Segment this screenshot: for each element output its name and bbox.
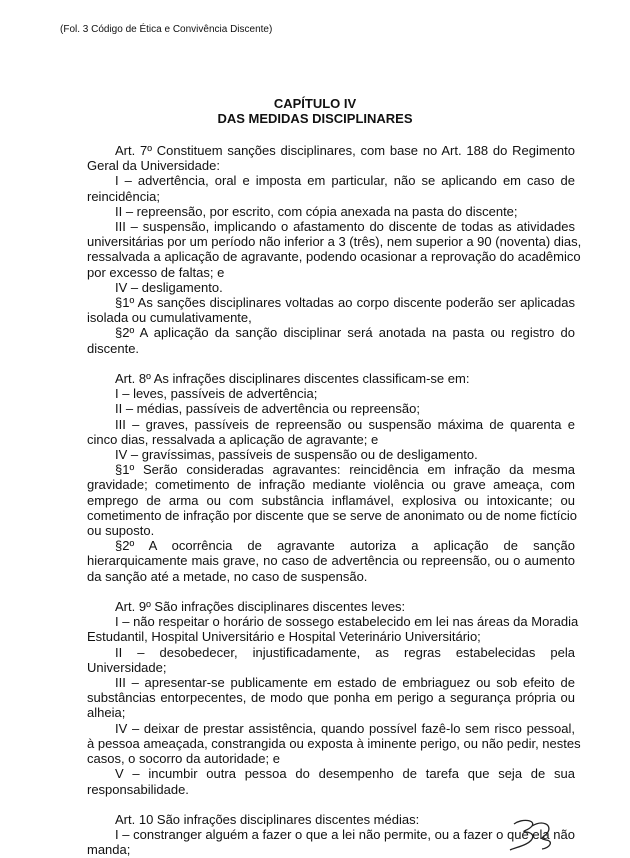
article-section [87, 599, 581, 797]
paragraph [87, 812, 575, 827]
article-section [87, 143, 582, 356]
text-line: responsabilidade. [87, 781, 189, 797]
paragraph [87, 447, 575, 462]
article-section [87, 371, 575, 584]
paragraph [87, 538, 575, 584]
text-line: III – graves, passíveis de repreensão ou suspensão máxima de quarenta e [115, 416, 575, 432]
text-line: Estudantil, Hospital Universitário e Hospital Veterinário Universitário; [87, 629, 481, 645]
text-line: Art. 7º Constituem sanções disciplinares, com base no Art. 188 do Regimento [115, 143, 575, 158]
text-line: III – suspensão, implicando o afastamento do discente de todas as atividades [115, 219, 575, 235]
text-line: II – desobedecer, injustificadamente, as regras estabelecidas pela [115, 644, 575, 660]
text-line: isolada ou cumulativamente, [87, 310, 252, 326]
paragraph [87, 675, 575, 721]
text-line: Universidade; [87, 659, 167, 675]
document-body [87, 143, 582, 858]
text-line: I – leves, passíveis de advertência; [115, 386, 318, 402]
article-section [87, 812, 575, 858]
text-line: Geral da Universidade: [87, 158, 220, 174]
text-line: à pessoa ameaçada, constrangida ou exposta à iminente perigo, ou não pedir, nestes [87, 735, 581, 751]
text-line: §2º A ocorrência de agravante autoriza a aplicação de sanção [115, 538, 575, 554]
text-line: Art. 9º São infrações disciplinares discentes leves: [115, 599, 406, 615]
paragraph [87, 645, 575, 675]
paragraph [87, 599, 575, 614]
page-header: (Fol. 3 Código de Ética e Convivência Discente) [60, 24, 273, 35]
chapter-name: DAS MEDIDAS DISCIPLINARES [217, 111, 413, 127]
paragraph [87, 219, 582, 280]
text-line: cinco dias, ressalvada a aplicação de agravante; e [87, 431, 379, 447]
text-line: II – repreensão, por escrito, com cópia anexada na pasta do discente; [115, 203, 518, 219]
text-line: cometimento de infração por discente que se serve de anonimato ou de nome fictício [87, 507, 577, 523]
paragraph [87, 766, 575, 796]
text-line: universitárias por um período não inferior a 3 (três), nem superior a 90 (noventa) dias, [87, 234, 582, 250]
paragraph [87, 204, 575, 219]
section-gap [87, 584, 575, 599]
paragraph [87, 401, 575, 416]
text-line: gravidade; cometimento de infração mediante violência ou grave ameaça, com [87, 477, 575, 493]
paragraph [87, 280, 575, 295]
paragraph [87, 417, 575, 447]
paragraph [87, 614, 579, 645]
paragraph [87, 827, 575, 857]
text-line: ressalvada a aplicação de agravante, podendo ocasionar a reprovação do acadêmico [87, 249, 581, 265]
paragraph [87, 371, 575, 386]
text-line: II – médias, passíveis de advertência ou repreensão; [115, 401, 420, 417]
paragraph [87, 720, 581, 767]
text-line: V – incumbir outra pessoa do desempenho de tarefa que seja de sua [115, 766, 575, 782]
text-line: I – constranger alguém a fazer o que a lei não permite, ou a fazer o que ela não [115, 827, 575, 843]
text-line: da sanção até a metade, no caso de suspensão. [87, 568, 368, 584]
text-line: III – apresentar-se publicamente em estado de embriaguez ou sob efeito de [115, 675, 575, 691]
text-line: IV – gravíssimas, passíveis de suspensão ou de desligamento. [115, 447, 478, 463]
section-gap [87, 356, 575, 371]
text-line: por excesso de faltas; e [87, 264, 225, 280]
paragraph [87, 386, 575, 401]
text-line: I – advertência, oral e imposta em particular, não se aplicando em caso de [115, 173, 575, 189]
text-line: §2º A aplicação da sanção disciplinar será anotada na pasta ou registro do [115, 325, 575, 341]
text-line: substâncias entorpecentes, de modo que ponha em perigo a segurança própria ou [87, 690, 575, 706]
text-line: alheia; [87, 705, 126, 721]
paragraph [87, 173, 575, 203]
text-line: §1º As sanções disciplinares voltadas ao corpo discente poderão ser aplicadas [115, 295, 575, 311]
text-line: emprego de arma ou com substância inflamável, explosiva ou intoxicante; ou [87, 492, 575, 508]
paragraph [87, 143, 575, 173]
text-line: IV – deixar de prestar assistência, quando possível fazê-lo sem risco pessoal, [115, 720, 575, 736]
paragraph [87, 325, 575, 355]
text-line: Art. 8º As infrações disciplinares discentes classificam-se em: [115, 371, 470, 387]
text-line: hierarquicamente mais grave, no caso de advertência ou repreensão, ou o aumento [87, 553, 575, 569]
paragraph [87, 462, 575, 538]
text-line: discente. [87, 340, 140, 356]
text-line: Art. 10 São infrações disciplinares discentes médias: [115, 811, 420, 827]
text-line: §1º Serão consideradas agravantes: reincidência em infração da mesma [115, 462, 575, 478]
chapter-number: CAPÍTULO IV [273, 96, 357, 111]
section-gap [87, 797, 575, 812]
paragraph [87, 295, 575, 325]
text-line: ou suposto. [87, 523, 155, 539]
text-line: casos, o socorro da autoridade; e [87, 751, 280, 767]
chapter-title [0, 96, 630, 126]
text-line: I – não respeitar o horário de sossego estabelecido em lei nas áreas da Moradia [115, 614, 579, 630]
text-line: IV – desligamento. [115, 279, 223, 295]
text-line: reincidência; [87, 188, 160, 204]
signature-initials [508, 818, 578, 852]
text-line: manda; [87, 842, 131, 858]
